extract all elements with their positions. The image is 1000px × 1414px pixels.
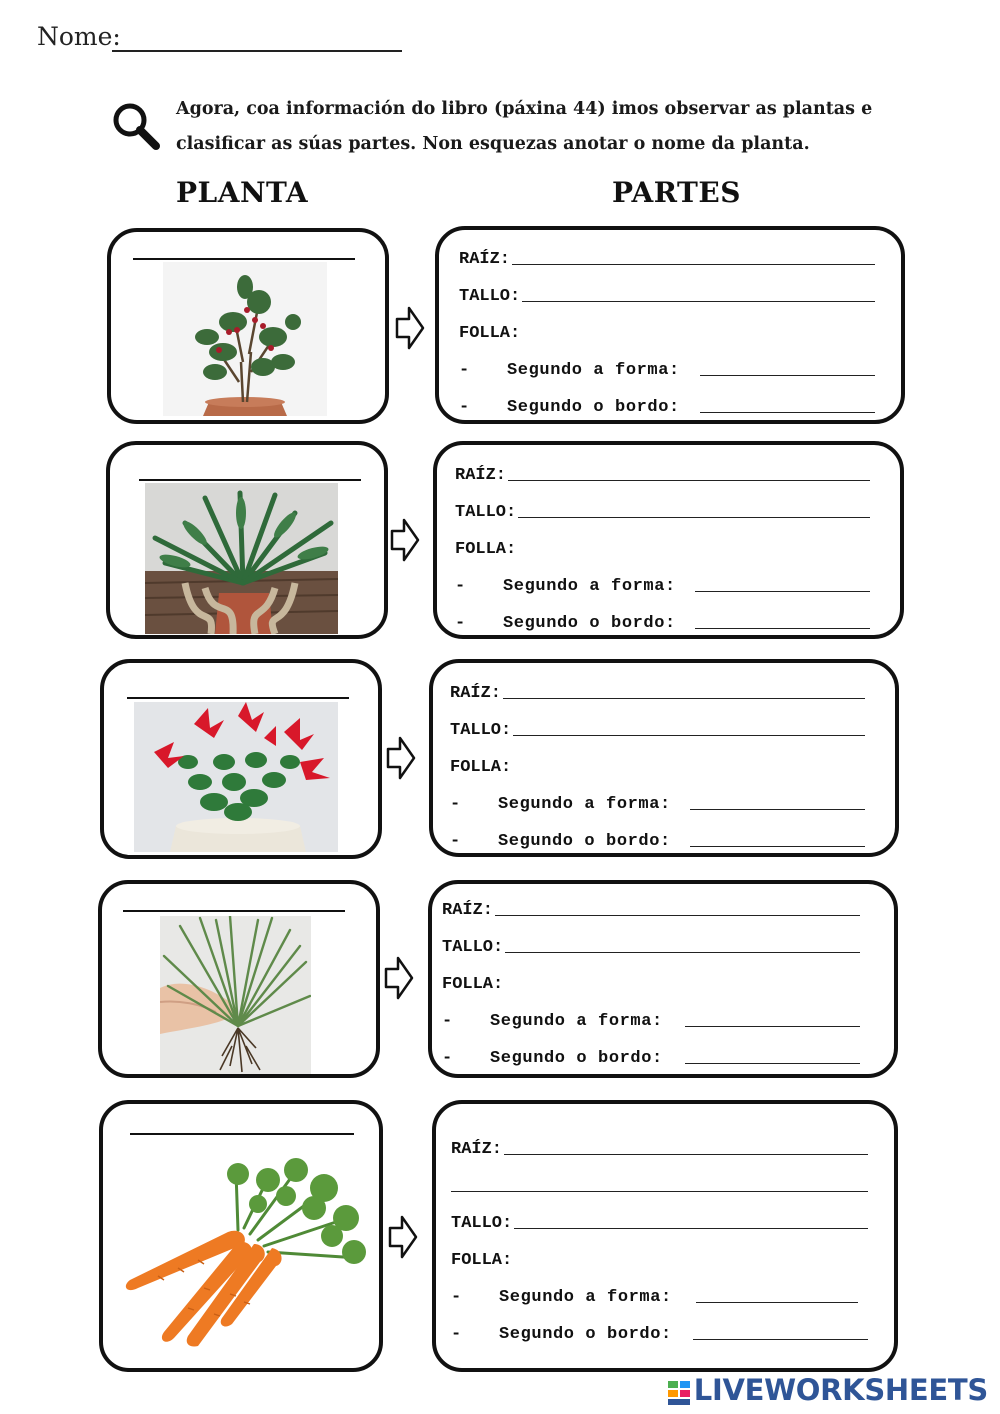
name-input-line[interactable] <box>112 50 402 52</box>
folla-label: FOLLA: <box>450 758 512 777</box>
brand-text: LIVEWORKSHEETS <box>693 1373 988 1407</box>
raiz-label: RAÍZ: <box>459 250 511 269</box>
tallo-answer-line[interactable] <box>513 735 865 736</box>
liveworksheets-logo-icon <box>668 1378 690 1402</box>
tallo-label: TALLO: <box>450 721 512 740</box>
raiz-label: RAÍZ: <box>442 901 494 920</box>
folla-label: FOLLA: <box>451 1251 513 1270</box>
bordo-answer-line[interactable] <box>700 412 875 413</box>
parts-card-2 <box>433 441 904 639</box>
forma-label: Segundo a forma: <box>503 577 676 596</box>
bullet-dash: - <box>450 832 461 851</box>
right-arrow-icon <box>384 955 414 1001</box>
name-label: Nome: <box>37 22 121 51</box>
instructions-line-2: clasificar as súas partes. Non esquezas anotar o nome da planta. <box>176 134 810 154</box>
column-heading-partes: PARTES <box>612 176 741 209</box>
forma-answer-line[interactable] <box>690 809 865 810</box>
raiz-label: RAÍZ: <box>451 1140 503 1159</box>
bullet-dash: - <box>450 795 461 814</box>
instructions <box>176 92 896 162</box>
bordo-label: Segundo o bordo: <box>499 1325 672 1344</box>
folla-label: FOLLA: <box>455 540 517 559</box>
plant-name-line-2[interactable] <box>139 479 361 481</box>
plant-name-line-5[interactable] <box>130 1133 354 1135</box>
right-arrow-icon <box>390 517 420 563</box>
plant-photo-christmas-cactus <box>134 702 338 852</box>
bordo-label: Segundo o bordo: <box>507 398 680 417</box>
tallo-label: TALLO: <box>459 287 521 306</box>
bullet-dash: - <box>459 361 470 380</box>
liveworksheets-brand[interactable] <box>668 1373 988 1407</box>
raiz-answer-line[interactable] <box>503 698 865 699</box>
plant-photo-holly <box>163 262 327 416</box>
raiz-answer-line-extra[interactable] <box>451 1191 868 1192</box>
bordo-answer-line[interactable] <box>690 846 865 847</box>
tallo-label: TALLO: <box>442 938 504 957</box>
right-arrow-icon <box>395 305 425 351</box>
raiz-answer-line[interactable] <box>508 480 870 481</box>
tallo-answer-line[interactable] <box>505 952 860 953</box>
forma-answer-line[interactable] <box>700 375 875 376</box>
forma-label: Segundo a forma: <box>490 1012 663 1031</box>
bordo-label: Segundo o bordo: <box>490 1049 663 1068</box>
bordo-answer-line[interactable] <box>685 1063 860 1064</box>
bordo-answer-line[interactable] <box>693 1339 868 1340</box>
tallo-answer-line[interactable] <box>518 517 870 518</box>
forma-answer-line[interactable] <box>696 1302 858 1303</box>
tallo-answer-line[interactable] <box>522 301 875 302</box>
plant-name-line-4[interactable] <box>123 910 345 912</box>
bullet-dash: - <box>442 1049 453 1068</box>
bullet-dash: - <box>451 1288 462 1307</box>
raiz-answer-line[interactable] <box>512 264 875 265</box>
parts-card-4 <box>428 880 898 1078</box>
raiz-answer-line[interactable] <box>504 1154 868 1155</box>
magnifying-glass-icon <box>110 100 162 152</box>
parts-card-5 <box>432 1100 898 1372</box>
bullet-dash: - <box>442 1012 453 1031</box>
plant-photo-fern <box>145 483 338 634</box>
parts-card-1 <box>435 226 905 424</box>
forma-label: Segundo a forma: <box>499 1288 672 1307</box>
parts-card-3 <box>429 659 899 857</box>
tallo-answer-line[interactable] <box>514 1228 868 1229</box>
forma-answer-line[interactable] <box>685 1026 860 1027</box>
column-heading-planta: PLANTA <box>176 176 309 209</box>
tallo-label: TALLO: <box>451 1214 513 1233</box>
raiz-answer-line[interactable] <box>495 915 860 916</box>
bullet-dash: - <box>451 1325 462 1344</box>
tallo-label: TALLO: <box>455 503 517 522</box>
folla-label: FOLLA: <box>442 975 504 994</box>
forma-label: Segundo a forma: <box>498 795 671 814</box>
raiz-label: RAÍZ: <box>455 466 507 485</box>
bordo-label: Segundo o bordo: <box>498 832 671 851</box>
bullet-dash: - <box>455 577 466 596</box>
plant-name-line-3[interactable] <box>127 697 349 699</box>
right-arrow-icon <box>388 1214 418 1260</box>
plant-name-line-1[interactable] <box>133 258 355 260</box>
bullet-dash: - <box>455 614 466 633</box>
instructions-line-1: Agora, coa información do libro (páxina 44) imos observar as plantas e <box>176 99 873 119</box>
bullet-dash: - <box>459 398 470 417</box>
plant-photo-air-plant <box>160 916 311 1074</box>
raiz-label: RAÍZ: <box>450 684 502 703</box>
right-arrow-icon <box>386 735 416 781</box>
bordo-label: Segundo o bordo: <box>503 614 676 633</box>
forma-answer-line[interactable] <box>695 591 870 592</box>
bordo-answer-line[interactable] <box>695 628 870 629</box>
folla-label: FOLLA: <box>459 324 521 343</box>
forma-label: Segundo a forma: <box>507 361 680 380</box>
plant-photo-carrots <box>118 1148 368 1348</box>
